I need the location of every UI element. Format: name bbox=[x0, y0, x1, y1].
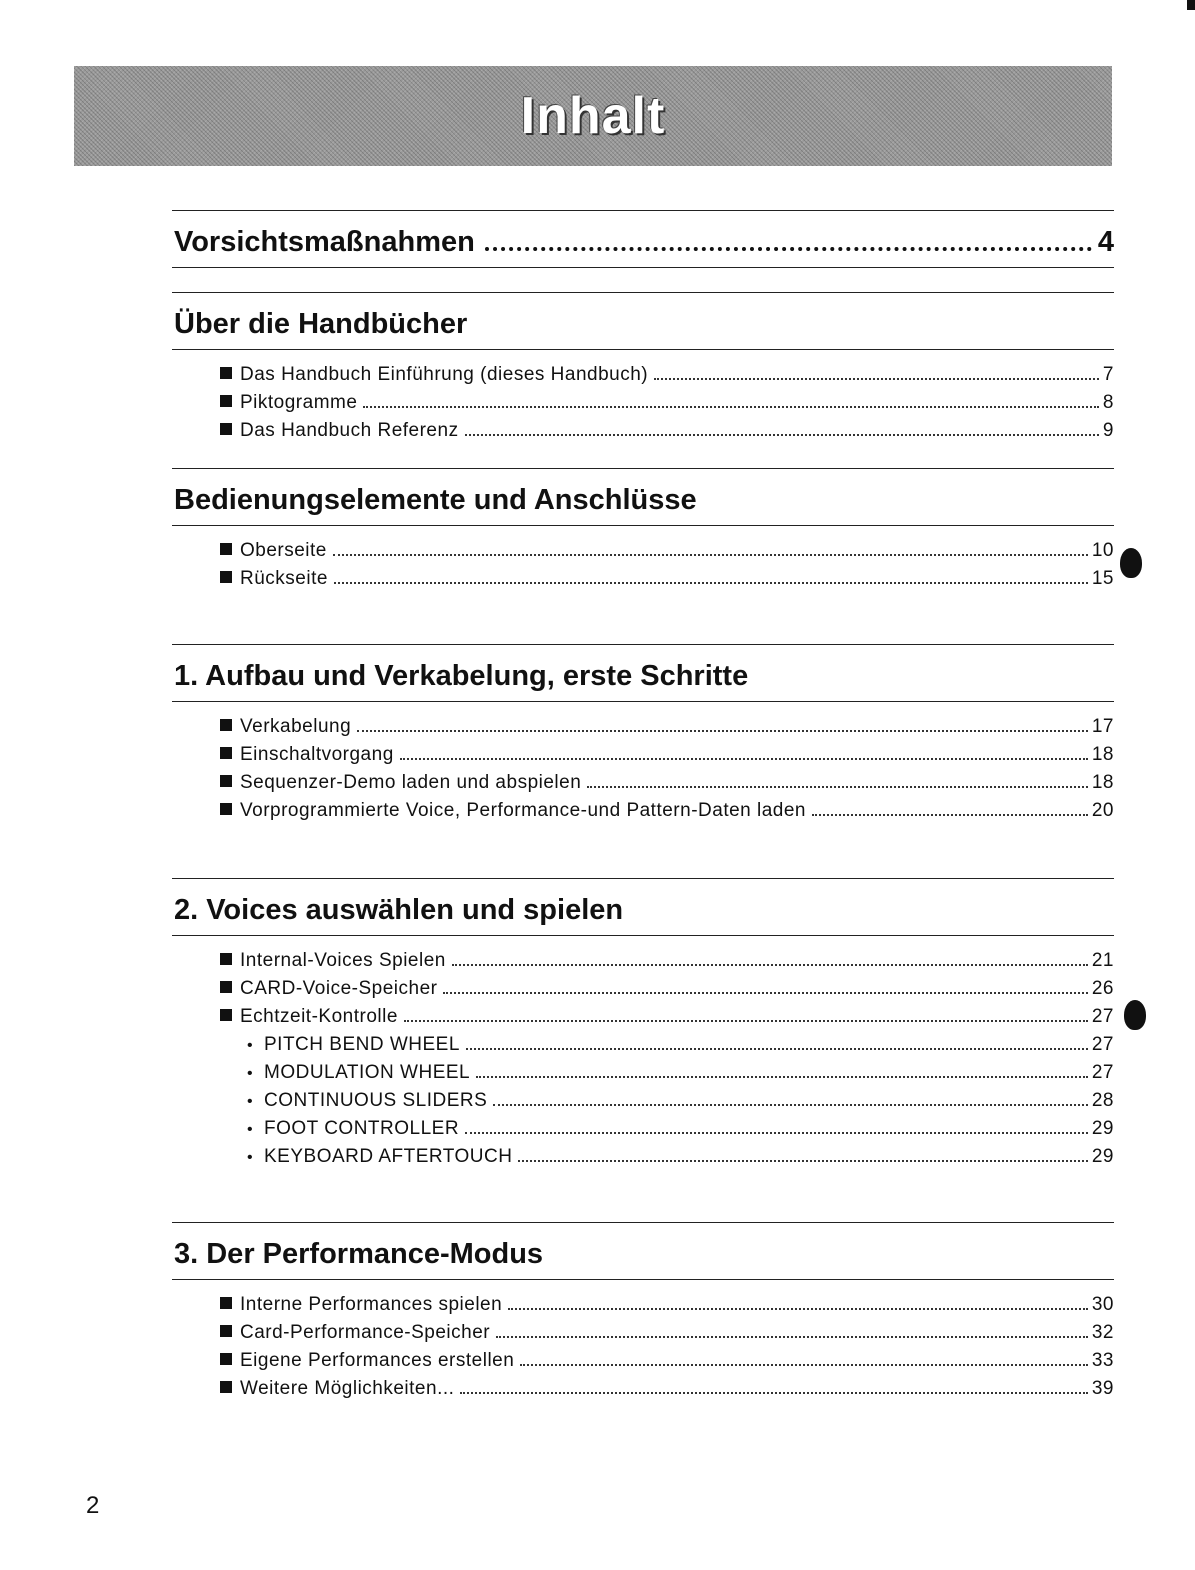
section-title[interactable]: 3. Der Performance-Modus bbox=[172, 1222, 1114, 1280]
section-title[interactable]: 2. Voices auswählen und spielen bbox=[172, 878, 1114, 936]
dot-leader bbox=[452, 964, 1088, 966]
dot-leader bbox=[518, 1160, 1087, 1162]
entry-label: Eigene Performances erstellen bbox=[240, 1350, 515, 1371]
entry-page: 21 bbox=[1091, 950, 1114, 971]
dot-leader bbox=[485, 247, 1092, 251]
square-bullet-icon bbox=[220, 953, 232, 965]
entry-page: 27 bbox=[1091, 1034, 1114, 1055]
entry-page: 8 bbox=[1102, 392, 1114, 413]
toc-subentry[interactable] bbox=[220, 1118, 1114, 1146]
square-bullet-icon bbox=[220, 1381, 232, 1393]
dot-leader bbox=[520, 1364, 1088, 1366]
square-bullet-icon bbox=[220, 1325, 232, 1337]
entry-page: 32 bbox=[1091, 1322, 1114, 1343]
entry-label: Interne Performances spielen bbox=[240, 1294, 503, 1315]
dot-leader bbox=[587, 786, 1088, 788]
entry-page: 33 bbox=[1091, 1350, 1114, 1371]
dot-leader bbox=[363, 406, 1099, 408]
dot-leader bbox=[465, 1132, 1088, 1134]
entry-page: 30 bbox=[1091, 1294, 1114, 1315]
toc-subentry[interactable] bbox=[220, 1034, 1114, 1062]
entry-label: Das Handbuch Einführung (dieses Handbuch) bbox=[240, 364, 649, 385]
square-bullet-icon bbox=[220, 367, 232, 379]
entry-label: Verkabelung bbox=[240, 716, 352, 737]
toc-section-voices bbox=[172, 878, 1114, 1174]
dot-leader bbox=[496, 1336, 1088, 1338]
entry-page: 10 bbox=[1091, 540, 1114, 561]
entry-label: Sequenzer-Demo laden und abspielen bbox=[240, 772, 582, 793]
entry-page: 20 bbox=[1091, 800, 1114, 821]
entry-label: Echtzeit-Kontrolle bbox=[240, 1006, 398, 1027]
margin-mark-icon bbox=[1124, 1000, 1146, 1030]
header-banner bbox=[74, 66, 1112, 166]
entry-page: 39 bbox=[1091, 1378, 1114, 1399]
entry-page: 18 bbox=[1091, 772, 1114, 793]
page-number: 2 bbox=[86, 1492, 100, 1519]
entry-label: Weitere Möglichkeiten... bbox=[240, 1378, 455, 1399]
dot-bullet-icon: • bbox=[246, 1093, 254, 1110]
dot-leader bbox=[465, 434, 1099, 436]
dot-bullet-icon: • bbox=[246, 1037, 254, 1054]
square-bullet-icon bbox=[220, 543, 232, 555]
entry-label: PITCH BEND WHEEL bbox=[264, 1034, 460, 1055]
toc-list bbox=[172, 526, 1114, 596]
entry-label: Das Handbuch Referenz bbox=[240, 420, 459, 441]
toc-entry[interactable] bbox=[220, 1350, 1114, 1378]
toc-section-controls bbox=[172, 468, 1114, 596]
toc-entry[interactable] bbox=[220, 978, 1114, 1006]
toc-entry[interactable] bbox=[220, 568, 1114, 596]
toc-section-manuals bbox=[172, 292, 1114, 448]
toc-section-setup bbox=[172, 644, 1114, 828]
toc-subentry[interactable] bbox=[220, 1090, 1114, 1118]
toc-heading-precautions[interactable] bbox=[172, 210, 1114, 268]
dot-leader bbox=[493, 1104, 1088, 1106]
dot-leader bbox=[334, 582, 1088, 584]
entry-label: FOOT CONTROLLER bbox=[264, 1118, 460, 1139]
dot-leader bbox=[400, 758, 1088, 760]
square-bullet-icon bbox=[220, 423, 232, 435]
entry-label: CONTINUOUS SLIDERS bbox=[264, 1090, 488, 1111]
square-bullet-icon bbox=[220, 981, 232, 993]
section-title: Vorsichtsmaßnahmen bbox=[174, 226, 475, 258]
toc-entry[interactable] bbox=[220, 1322, 1114, 1350]
square-bullet-icon bbox=[220, 719, 232, 731]
entry-page: 18 bbox=[1091, 744, 1114, 765]
toc-entry[interactable] bbox=[220, 800, 1114, 828]
margin-mark-icon bbox=[1120, 548, 1142, 578]
scan-edge-mark bbox=[1187, 0, 1195, 10]
dot-leader bbox=[357, 730, 1088, 732]
dot-leader bbox=[654, 378, 1099, 380]
entry-label: Internal-Voices Spielen bbox=[240, 950, 446, 971]
toc-entry[interactable] bbox=[220, 1006, 1114, 1034]
square-bullet-icon bbox=[220, 775, 232, 787]
square-bullet-icon bbox=[220, 571, 232, 583]
section-title[interactable]: Bedienungselemente und Anschlüsse bbox=[172, 468, 1114, 526]
entry-label: Piktogramme bbox=[240, 392, 358, 413]
entry-label: CARD-Voice-Speicher bbox=[240, 978, 438, 999]
dot-leader bbox=[443, 992, 1087, 994]
entry-page: 28 bbox=[1091, 1090, 1114, 1111]
entry-label: Einschaltvorgang bbox=[240, 744, 394, 765]
entry-label: Card-Performance-Speicher bbox=[240, 1322, 491, 1343]
dot-bullet-icon: • bbox=[246, 1149, 254, 1166]
section-title[interactable]: 1. Aufbau und Verkabelung, erste Schritte bbox=[172, 644, 1114, 702]
dot-bullet-icon: • bbox=[246, 1121, 254, 1138]
toc-entry[interactable] bbox=[220, 744, 1114, 772]
entry-page: 29 bbox=[1091, 1118, 1114, 1139]
entry-label: MODULATION WHEEL bbox=[264, 1062, 471, 1083]
dot-bullet-icon: • bbox=[246, 1065, 254, 1082]
toc-list bbox=[172, 1280, 1114, 1406]
section-title[interactable]: Über die Handbücher bbox=[172, 292, 1114, 350]
entry-page: 7 bbox=[1102, 364, 1114, 385]
toc-entry[interactable] bbox=[220, 420, 1114, 448]
entry-page: 15 bbox=[1091, 568, 1114, 589]
entry-label: Oberseite bbox=[240, 540, 327, 561]
toc-entry[interactable] bbox=[220, 392, 1114, 420]
toc-subentry[interactable] bbox=[220, 1062, 1114, 1090]
dot-leader bbox=[404, 1020, 1088, 1022]
toc-entry[interactable] bbox=[220, 1378, 1114, 1406]
entry-page: 27 bbox=[1091, 1062, 1114, 1083]
square-bullet-icon bbox=[220, 747, 232, 759]
square-bullet-icon bbox=[220, 1009, 232, 1021]
entry-page: 27 bbox=[1091, 1006, 1114, 1027]
toc-entry[interactable] bbox=[220, 716, 1114, 744]
square-bullet-icon bbox=[220, 803, 232, 815]
toc-list bbox=[172, 936, 1114, 1174]
dot-leader bbox=[812, 814, 1088, 816]
entry-label: Rückseite bbox=[240, 568, 328, 589]
dot-leader bbox=[460, 1392, 1087, 1394]
dot-leader bbox=[466, 1048, 1088, 1050]
square-bullet-icon bbox=[220, 1297, 232, 1309]
entry-page: 9 bbox=[1102, 420, 1114, 441]
dot-leader bbox=[476, 1076, 1088, 1078]
dot-leader bbox=[508, 1308, 1088, 1310]
square-bullet-icon bbox=[220, 1353, 232, 1365]
section-page: 4 bbox=[1097, 226, 1114, 258]
toc-list bbox=[172, 350, 1114, 448]
square-bullet-icon bbox=[220, 395, 232, 407]
toc-entry[interactable] bbox=[220, 950, 1114, 978]
entry-label: KEYBOARD AFTERTOUCH bbox=[264, 1146, 513, 1167]
entry-page: 17 bbox=[1091, 716, 1114, 737]
toc-section-performance bbox=[172, 1222, 1114, 1406]
toc-entry[interactable] bbox=[220, 364, 1114, 392]
entry-page: 29 bbox=[1091, 1146, 1114, 1167]
entry-page: 26 bbox=[1091, 978, 1114, 999]
toc-entry[interactable] bbox=[220, 772, 1114, 800]
toc-entry[interactable] bbox=[220, 540, 1114, 568]
toc-subentry[interactable] bbox=[220, 1146, 1114, 1174]
page-title: Inhalt bbox=[520, 87, 666, 145]
entry-label: Vorprogrammierte Voice, Performance-und Pattern-Daten laden bbox=[240, 800, 806, 821]
toc-section-precautions bbox=[172, 210, 1114, 268]
dot-leader bbox=[333, 554, 1088, 556]
toc-entry[interactable] bbox=[220, 1294, 1114, 1322]
toc-list bbox=[172, 702, 1114, 828]
